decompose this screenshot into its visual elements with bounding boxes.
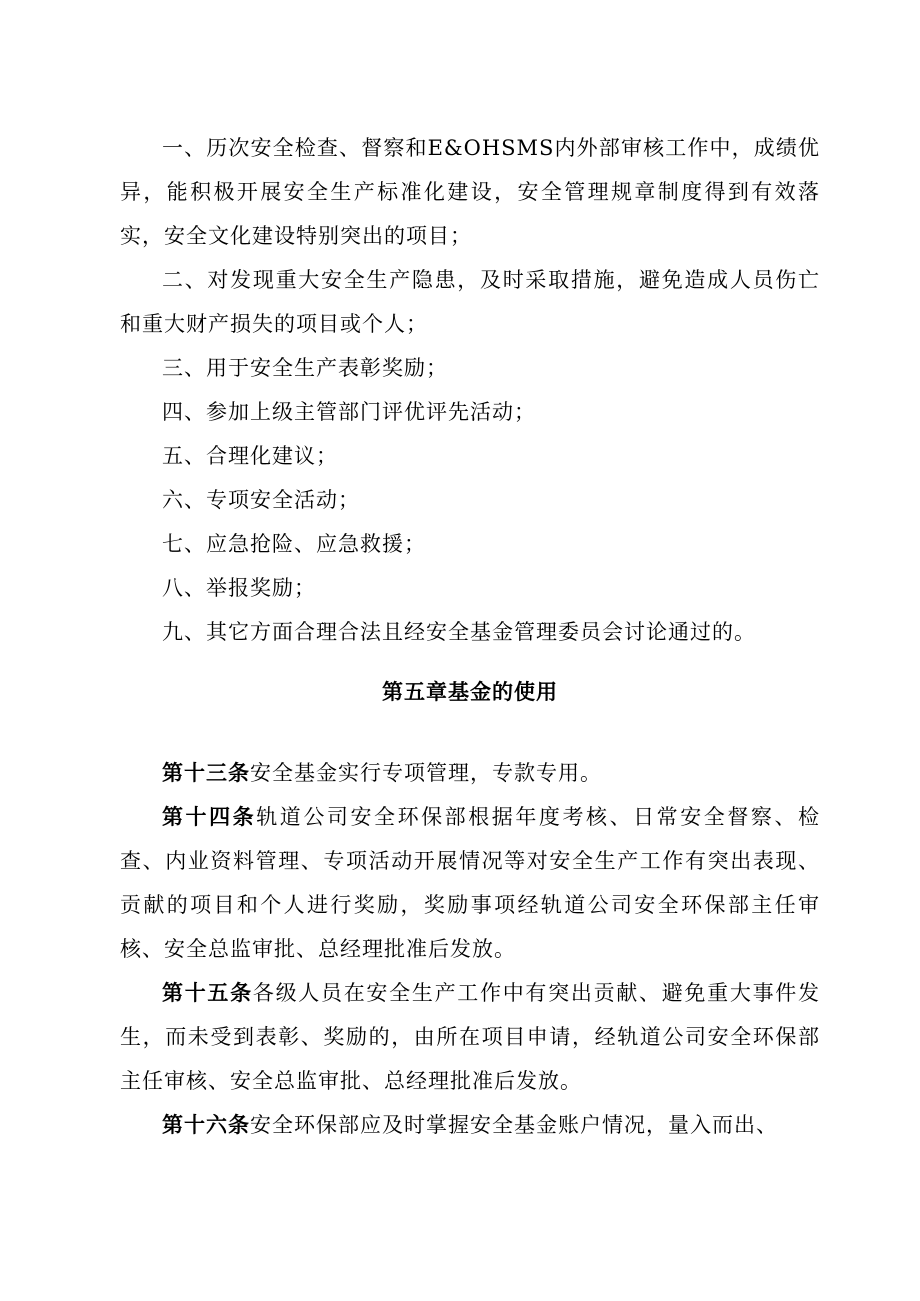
article-text: 轨道公司安全环保部根据年度考核、日常安全督察、检查、内业资料管理、专项活动开展情况等对安全生产工作有突出表现、贡献的项目和个人进行奖励，奖励事项经轨道公司安全环保部主任审核、安全总监审批、总经理批准后发放。 [120,805,821,961]
article-number: 第十四条 [162,804,257,829]
article-number: 第十六条 [162,1112,250,1137]
reward-items-list [120,126,820,654]
list-item: 六、专项安全活动； [162,488,360,512]
list-item: 四、参加上级主管部门评优评先活动； [162,400,536,424]
article-text: 安全环保部应及时掌握安全基金账户情况，量入而出、 [250,1113,778,1137]
article-14 [120,795,820,971]
list-item: 二、对发现重大安全生产隐患，及时采取措施，避免造成人员伤亡和重大财产损失的项目或个人； [120,268,820,336]
article-text: 各级人员在安全生产工作中有突出贡献、避免重大事件发生，而未受到表彰、奖励的，由所在项目申请，经轨道公司安全环保部主任审核、安全总监审批、总经理批准后发放。 [120,981,820,1093]
article-number: 第十三条 [162,760,250,785]
articles-section [120,751,820,1147]
article-16 [120,1103,820,1147]
list-item: 三、用于安全生产表彰奖励； [162,356,448,380]
list-item: 七、应急抢险、应急救援； [162,532,426,556]
article-13 [120,751,820,795]
article-number: 第十五条 [162,980,253,1005]
chapter-title: 第五章基金的使用 [382,679,558,704]
list-item: 五、合理化建议； [162,444,338,468]
article-15 [120,971,820,1103]
list-item: 八、举报奖励； [162,576,316,600]
list-item: 一、历次安全检查、督察和E&OHSMS内外部审核工作中，成绩优异，能积极开展安全生产标准化建设，安全管理规章制度得到有效落实，安全文化建设特别突出的项目； [120,136,820,248]
article-text: 安全基金实行专项管理，专款专用。 [250,761,602,785]
list-item: 九、其它方面合理合法且经安全基金管理委员会讨论通过的。 [162,620,756,644]
